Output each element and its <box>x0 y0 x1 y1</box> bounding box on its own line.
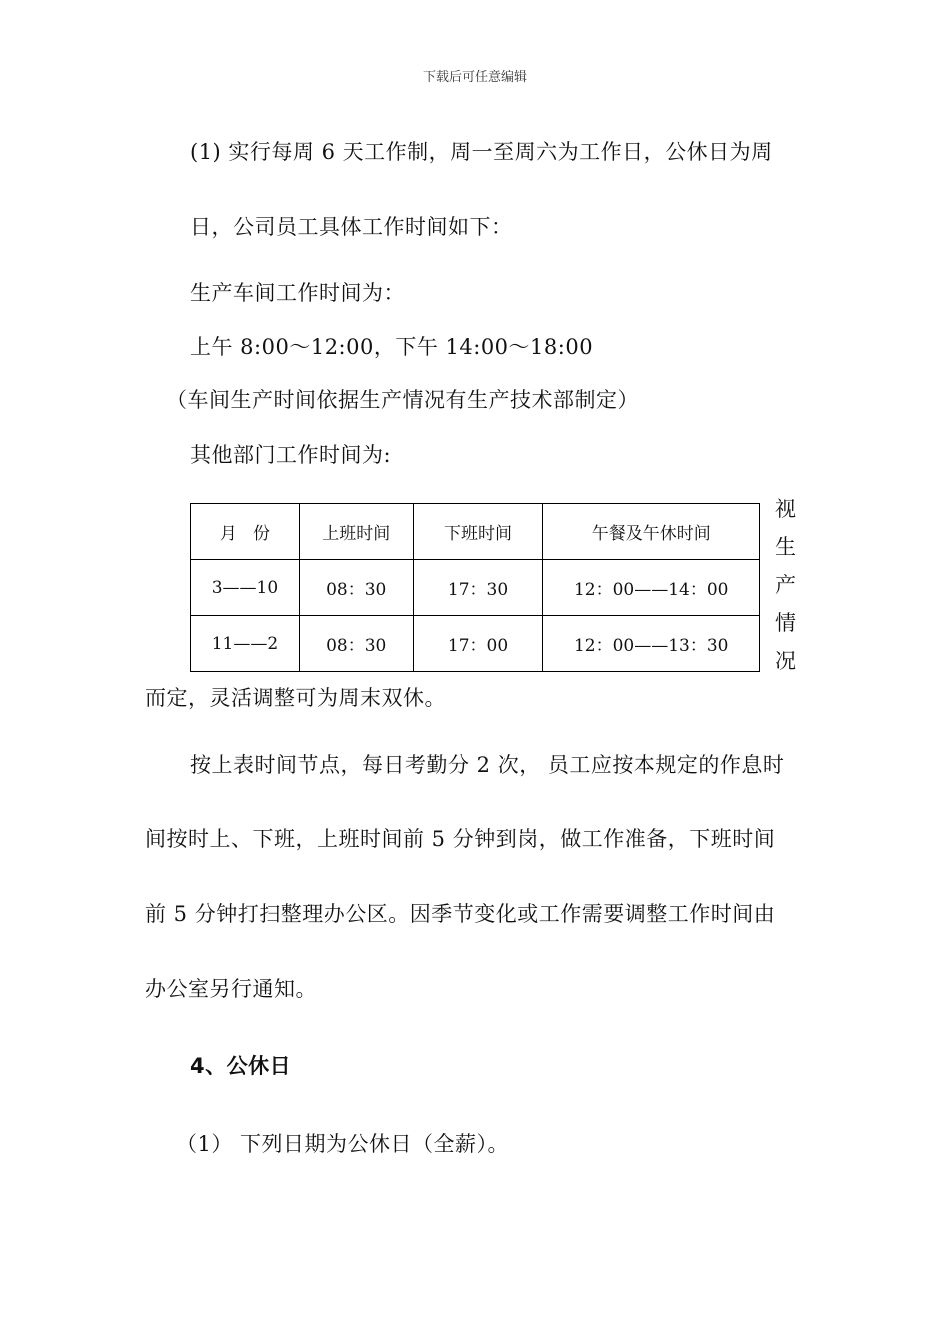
section-heading-holidays: 4、公休日 <box>190 1054 292 1078</box>
table-cell: 12：00——13：30 <box>543 616 760 672</box>
table-header-cell: 午餐及午休时间 <box>543 504 760 560</box>
table-row <box>191 616 760 672</box>
table-cell: 08：30 <box>299 616 413 672</box>
paragraph-workdays-line1: (1) 实行每周 6 天工作制，周一至周六为工作日，公休日为周 <box>190 140 773 164</box>
table-cell: 3——10 <box>191 560 300 616</box>
table-cell: 08：30 <box>299 560 413 616</box>
side-text-char: 生 <box>775 535 796 559</box>
table-cell: 17：00 <box>413 616 543 672</box>
paragraph-attendance-line4: 办公室另行通知。 <box>145 977 317 1001</box>
side-text-char: 情 <box>775 611 796 635</box>
paragraph-after-table: 而定，灵活调整可为周末双休。 <box>145 686 446 710</box>
work-schedule-table <box>190 503 760 672</box>
side-text-char: 况 <box>775 649 796 673</box>
workshop-hours-label: 生产车间工作时间为： <box>190 281 405 305</box>
workshop-hours-value: 上午 8:00～12:00，下午 14:00～18:00 <box>190 335 594 359</box>
workshop-hours-note: （车间生产时间依据生产情况有生产技术部制定） <box>166 388 639 412</box>
paragraph-holidays: （1） 下列日期为公休日（全薪）。 <box>176 1132 510 1156</box>
paragraph-attendance-line1: 按上表时间节点，每日考勤分 2 次， 员工应按本规定的作息时 <box>190 753 785 777</box>
table-header-row <box>191 504 760 560</box>
paragraph-attendance-line2: 间按时上、下班，上班时间前 5 分钟到岗，做工作准备，下班时间 <box>145 827 776 851</box>
table-cell: 12：00——14：00 <box>543 560 760 616</box>
table-cell: 17：30 <box>413 560 543 616</box>
page-header: 下载后可任意编辑 <box>422 70 527 85</box>
paragraph-workdays-line2: 日，公司员工具体工作时间如下： <box>190 215 513 239</box>
table-header-cell: 上班时间 <box>299 504 413 560</box>
table-cell: 11——2 <box>191 616 300 672</box>
table-header-cell: 月 份 <box>191 504 300 560</box>
side-text-char: 视 <box>775 497 796 521</box>
other-departments-label: 其他部门工作时间为: <box>190 443 392 467</box>
side-text-char: 产 <box>775 573 796 597</box>
table-row <box>191 560 760 616</box>
table-header-cell: 下班时间 <box>413 504 543 560</box>
paragraph-attendance-line3: 前 5 分钟打扫整理办公区。因季节变化或工作需要调整工作时间由 <box>145 902 776 926</box>
